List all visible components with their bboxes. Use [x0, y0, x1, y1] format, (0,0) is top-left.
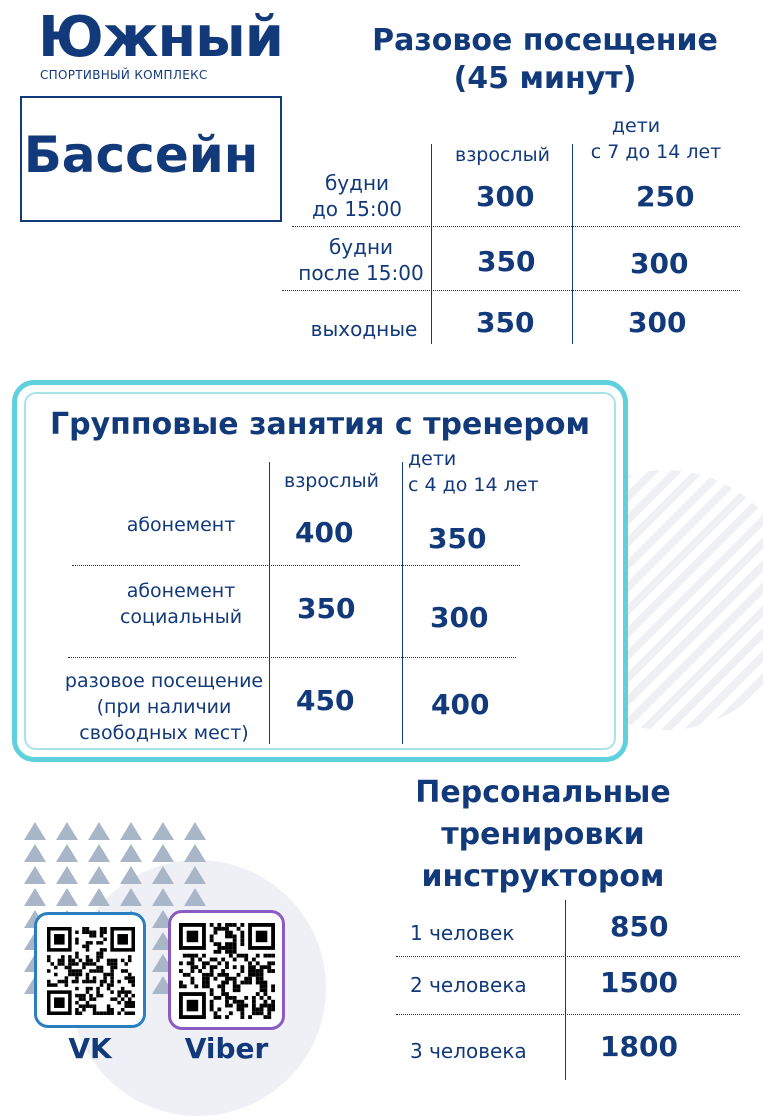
triangle-icon — [152, 844, 174, 862]
group-price-kids: 350 — [428, 522, 487, 555]
triangle-icon — [56, 888, 78, 906]
triangle-icon — [152, 888, 174, 906]
row-label-line1: будни — [324, 171, 390, 195]
logo-name: Южный — [38, 5, 284, 70]
group-col-adult: взрослый — [284, 470, 379, 492]
personal-row-price: 1500 — [600, 966, 678, 999]
triangle-icon — [184, 822, 206, 840]
triangle-icon — [56, 866, 78, 884]
group-row-separator-2 — [68, 657, 516, 658]
group-price-adult: 450 — [296, 684, 355, 717]
triangle-icon — [88, 866, 110, 884]
single-visit-row-label — [292, 170, 422, 222]
group-price-adult: 350 — [297, 592, 356, 625]
single-visit-col-kids-line1: дети — [611, 115, 661, 137]
viber-qr-frame[interactable] — [168, 910, 285, 1030]
personal-divider — [565, 900, 566, 1080]
single-visit-col-kids-line2: с 7 до 14 лет — [590, 141, 722, 163]
group-classes-title: Групповые занятия с тренером — [49, 407, 590, 442]
single-visit-divider-2 — [572, 144, 573, 344]
single-visit-title-line2: (45 минут) — [453, 61, 637, 96]
triangle-icon — [88, 844, 110, 862]
triangle-icon — [184, 866, 206, 884]
group-price-kids: 400 — [431, 688, 490, 721]
pool-title: Бассейн — [23, 126, 259, 184]
group-price-kids: 300 — [430, 601, 489, 634]
triangle-icon — [120, 844, 142, 862]
triangle-icon — [120, 866, 142, 884]
triangle-icon — [88, 822, 110, 840]
row-label-line2: социальный — [119, 606, 243, 628]
single-visit-col-kids — [575, 113, 737, 165]
row-label-line3: свободных мест) — [79, 722, 249, 744]
triangle-icon — [56, 844, 78, 862]
personal-training-title — [388, 772, 698, 898]
triangle-icon — [24, 888, 46, 906]
row-label-line2: (при наличии — [96, 696, 232, 718]
group-col-kids — [408, 446, 539, 498]
personal-row-price: 850 — [610, 910, 669, 943]
single-visit-price-kids: 300 — [630, 247, 689, 280]
single-visit-row-separator-1 — [292, 226, 740, 227]
group-price-adult: 400 — [295, 516, 354, 549]
personal-title-line1: Персональные — [415, 775, 671, 810]
vk-qr-frame[interactable] — [34, 912, 146, 1028]
triangle-icon — [184, 844, 206, 862]
personal-row-label: 2 человека — [410, 973, 527, 997]
triangle-icon — [24, 844, 46, 862]
row-label-line2: до 15:00 — [311, 197, 403, 221]
triangle-icon — [120, 822, 142, 840]
personal-row-price: 1800 — [600, 1030, 678, 1063]
personal-row-label: 3 человека — [410, 1039, 527, 1063]
personal-title-line2: тренировки — [441, 817, 645, 852]
qr-code-icon — [47, 927, 135, 1015]
personal-row-label: 1 человек — [410, 921, 515, 945]
group-col-kids-line2: с 4 до 14 лет — [408, 474, 539, 496]
triangle-icon — [56, 822, 78, 840]
personal-row-separator-2 — [396, 1014, 740, 1015]
single-visit-price-adult: 350 — [477, 245, 536, 278]
single-visit-price-kids: 300 — [628, 306, 687, 339]
single-visit-price-adult: 350 — [476, 306, 535, 339]
triangle-icon — [152, 866, 174, 884]
single-visit-price-adult: 300 — [476, 180, 535, 213]
triangle-icon — [152, 822, 174, 840]
viber-label[interactable]: Viber — [184, 1032, 269, 1065]
personal-title-line3: инструктором — [421, 859, 665, 894]
triangle-icon — [24, 822, 46, 840]
personal-row-separator-1 — [396, 956, 740, 957]
single-visit-price-kids: 250 — [636, 180, 695, 213]
qr-code-icon — [179, 923, 275, 1019]
single-visit-row-label — [290, 234, 432, 286]
single-visit-title — [350, 22, 740, 98]
triangle-icon — [88, 888, 110, 906]
group-col-kids-line1: дети — [408, 448, 457, 470]
triangle-icon — [120, 888, 142, 906]
single-visit-col-adult: взрослый — [455, 144, 550, 166]
single-visit-row-separator-2 — [282, 290, 740, 291]
group-row-label: абонемент — [126, 514, 236, 536]
row-label-line1: будни — [328, 235, 394, 259]
group-divider-2 — [402, 462, 403, 744]
single-visit-title-line1: Разовое посещение — [372, 23, 718, 58]
group-row-label — [92, 578, 270, 630]
row-label-line1: абонемент — [126, 580, 236, 602]
row-label-line2: после 15:00 — [298, 261, 424, 285]
vk-label[interactable]: VK — [68, 1032, 112, 1065]
triangle-icon — [184, 888, 206, 906]
single-visit-row-label: выходные — [310, 317, 418, 341]
triangle-icon — [24, 866, 46, 884]
logo-subtitle: СПОРТИВНЫЙ КОМПЛЕКС — [40, 68, 208, 82]
group-row-label — [58, 668, 270, 746]
group-row-separator-1 — [72, 565, 520, 566]
row-label-line1: разовое посещение — [64, 670, 264, 692]
